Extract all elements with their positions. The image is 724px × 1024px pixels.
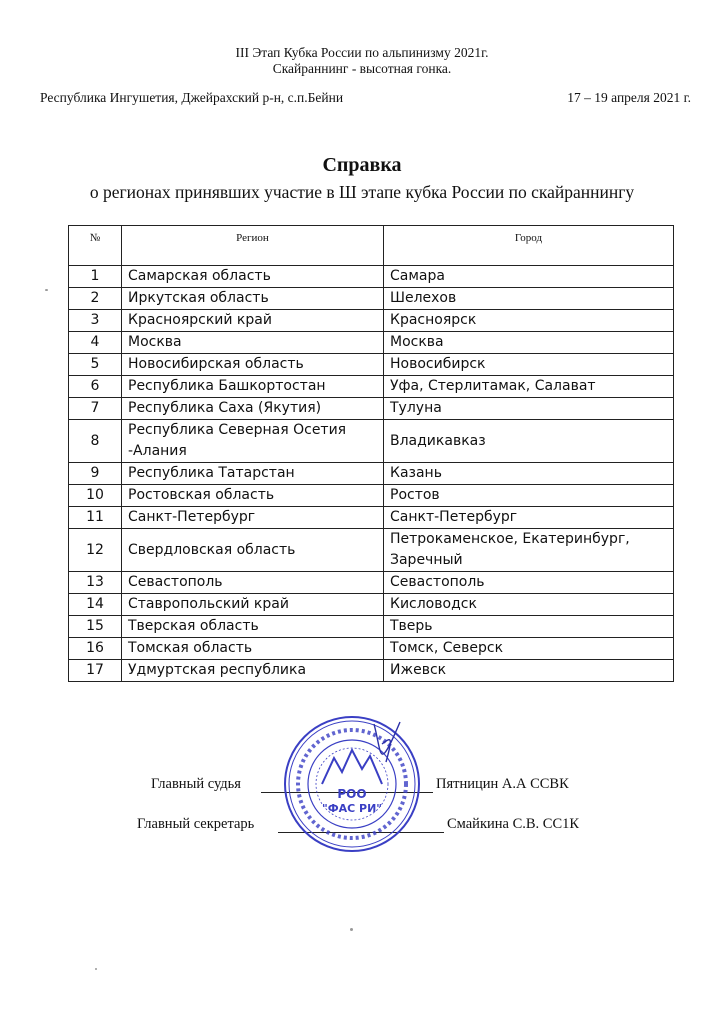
scan-speck [45, 289, 48, 291]
table-row [69, 572, 674, 594]
table-row [69, 310, 674, 332]
row-number: 8 [69, 420, 122, 463]
row-city: Севастополь [384, 572, 674, 594]
row-number: 7 [69, 398, 122, 420]
row-region: Республика Башкортостан [122, 376, 384, 398]
table-row [69, 398, 674, 420]
event-dates: 17 – 19 апреля 2021 г. [567, 90, 691, 105]
row-city: Шелехов [384, 288, 674, 310]
row-number: 10 [69, 485, 122, 507]
row-city: Новосибирск [384, 354, 674, 376]
row-city: Ижевск [384, 660, 674, 682]
row-city: Красноярск [384, 310, 674, 332]
row-region: Москва [122, 332, 384, 354]
row-region: Республика Саха (Якутия) [122, 398, 384, 420]
row-number: 6 [69, 376, 122, 398]
row-city: Кисловодск [384, 594, 674, 616]
row-region: Республика Татарстан [122, 463, 384, 485]
regions-table [68, 225, 674, 682]
row-number: 17 [69, 660, 122, 682]
row-city: Тверь [384, 616, 674, 638]
row-number: 4 [69, 332, 122, 354]
chief-judge-name: Пятницин А.А ССВК [436, 776, 569, 792]
table-row [69, 288, 674, 310]
row-region: Удмуртская республика [122, 660, 384, 682]
table-row [69, 463, 674, 485]
scan-speck [95, 968, 97, 970]
row-region: Ростовская область [122, 485, 384, 507]
row-city: Тулуна [384, 398, 674, 420]
table-row [69, 332, 674, 354]
chief-secretary-name: Смайкина С.В. СС1К [447, 816, 580, 832]
row-city: Самара [384, 266, 674, 288]
row-city: Петрокаменское, Екатеринбург, Заречный [384, 529, 674, 572]
row-region: Томская область [122, 638, 384, 660]
table-row [69, 660, 674, 682]
column-header-region: Регион [122, 226, 384, 266]
competition-title: III Этап Кубка России по альпинизму 2021г. [235, 45, 489, 60]
row-city: Казань [384, 463, 674, 485]
table-row [69, 594, 674, 616]
table-row [69, 507, 674, 529]
row-region: Республика Северная Осетия -Алания [122, 420, 384, 463]
table-header-row [69, 226, 674, 266]
row-city: Санкт-Петербург [384, 507, 674, 529]
column-header-number: № [69, 226, 122, 266]
row-city: Владикавказ [384, 420, 674, 463]
row-number: 11 [69, 507, 122, 529]
row-number: 1 [69, 266, 122, 288]
row-region: Иркутская область [122, 288, 384, 310]
chief-judge-label: Главный судья [151, 776, 241, 792]
table-row [69, 376, 674, 398]
row-number: 5 [69, 354, 122, 376]
table-row [69, 420, 674, 463]
row-region: Санкт-Петербург [122, 507, 384, 529]
chief-secretary-label: Главный секретарь [137, 816, 255, 832]
venue-location: Республика Ингушетия, Джейрахский р-н, с.п.Бейни [40, 90, 344, 105]
table-row [69, 485, 674, 507]
row-number: 9 [69, 463, 122, 485]
row-region: Севастополь [122, 572, 384, 594]
row-number: 16 [69, 638, 122, 660]
document-subtitle: о регионах принявших участие в Ш этапе кубка России по скайраннингу [89, 182, 635, 202]
row-city: Москва [384, 332, 674, 354]
table-row [69, 354, 674, 376]
row-city: Ростов [384, 485, 674, 507]
row-number: 14 [69, 594, 122, 616]
stamp-text-roo: РОО [337, 787, 367, 801]
competition-discipline: Скайраннинг - высотная гонка. [272, 61, 452, 76]
row-number: 12 [69, 529, 122, 572]
row-region: Ставропольский край [122, 594, 384, 616]
table-row [69, 266, 674, 288]
table-row [69, 638, 674, 660]
table-row [69, 529, 674, 572]
row-region: Самарская область [122, 266, 384, 288]
row-region: Свердловская область [122, 529, 384, 572]
table-body [69, 266, 674, 682]
table-row [69, 616, 674, 638]
organization-stamp [282, 714, 422, 854]
document-title: Справка [322, 154, 402, 176]
scan-speck [350, 928, 353, 931]
row-region: Красноярский край [122, 310, 384, 332]
row-city: Томск, Северск [384, 638, 674, 660]
stamp-text-fas-ri: "ФАС РИ" [321, 802, 383, 815]
row-number: 13 [69, 572, 122, 594]
row-city: Уфа, Стерлитамак, Салават [384, 376, 674, 398]
row-number: 3 [69, 310, 122, 332]
column-header-city: Город [384, 226, 674, 266]
row-region: Новосибирская область [122, 354, 384, 376]
row-number: 2 [69, 288, 122, 310]
row-region: Тверская область [122, 616, 384, 638]
row-number: 15 [69, 616, 122, 638]
